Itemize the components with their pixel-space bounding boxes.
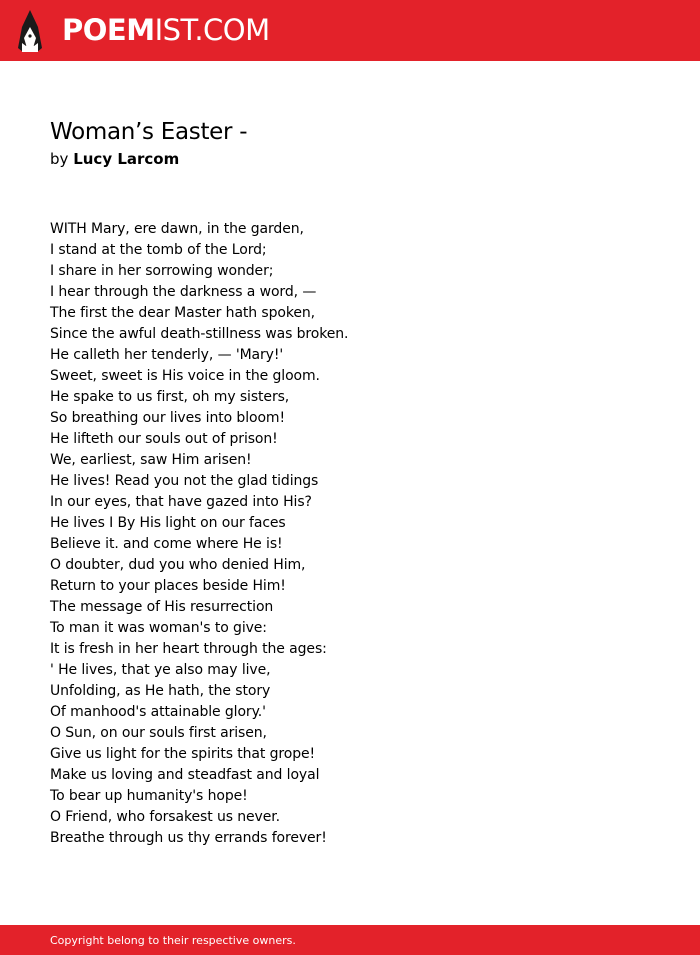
poem-line: Sweet, sweet is His voice in the gloom.: [50, 368, 320, 384]
poem-line: WITH Mary, ere dawn, in the garden,: [50, 221, 304, 237]
poem-line: He lives! Read you not the glad tidings: [50, 473, 319, 489]
pen-nib-icon[interactable]: [18, 10, 42, 52]
poem-line: I hear through the darkness a word, —: [50, 284, 317, 300]
poem-line: Since the awful death-stillness was broken.: [50, 326, 349, 342]
poem-line: To bear up humanity's hope!: [50, 788, 248, 804]
by-label: by: [50, 150, 69, 168]
poem-line: Breathe through us thy errands forever!: [50, 830, 327, 846]
poem-line: So breathing our lives into bloom!: [50, 410, 285, 426]
poem-line: He calleth her tenderly, — 'Mary!': [50, 347, 284, 363]
poem-line: It is fresh in her heart through the ages:: [50, 641, 327, 657]
poem-line: He lives I By His light on our faces: [50, 515, 286, 531]
poem-title: Woman’s Easter -: [50, 119, 248, 145]
poem-line: Return to your places beside Him!: [50, 578, 286, 594]
poem-line: Believe it. and come where He is!: [50, 536, 283, 552]
site-header: [0, 0, 700, 61]
poem-line: The first the dear Master hath spoken,: [50, 305, 316, 321]
poem-line: In our eyes, that have gazed into His?: [50, 494, 312, 510]
poem-line: O Sun, on our souls first arisen,: [50, 725, 267, 741]
poem-line: I stand at the tomb of the Lord;: [50, 242, 267, 258]
author-name: Lucy Larcom: [73, 150, 180, 168]
poem-line: Give us light for the spirits that grope!: [50, 746, 316, 762]
poem-body: [50, 219, 348, 849]
poem-line: Make us loving and steadfast and loyal: [50, 767, 320, 783]
brand-bold: POEM: [62, 13, 155, 47]
byline: [50, 149, 179, 169]
site-logo-link[interactable]: [62, 12, 270, 48]
site-footer: [0, 925, 700, 955]
poem-line: To man it was woman's to give:: [50, 620, 267, 636]
poem-line: We, earliest, saw Him arisen!: [50, 452, 252, 468]
poem-line: ' He lives, that ye also may live,: [50, 662, 271, 678]
poem-line: O doubter, dud you who denied Him,: [50, 557, 306, 573]
poem-line: The message of His resurrection: [50, 599, 274, 615]
brand-light: IST.COM: [154, 13, 270, 47]
poem-line: Unfolding, as He hath, the story: [50, 683, 271, 699]
copyright-text: Copyright belong to their respective owners.: [50, 934, 296, 947]
poem-line: He spake to us first, oh my sisters,: [50, 389, 290, 405]
poem-line: I share in her sorrowing wonder;: [50, 263, 274, 279]
poem-line: He lifteth our souls out of prison!: [50, 431, 278, 447]
poem-line: O Friend, who forsakest us never.: [50, 809, 280, 825]
poem-line: Of manhood's attainable glory.': [50, 704, 266, 720]
